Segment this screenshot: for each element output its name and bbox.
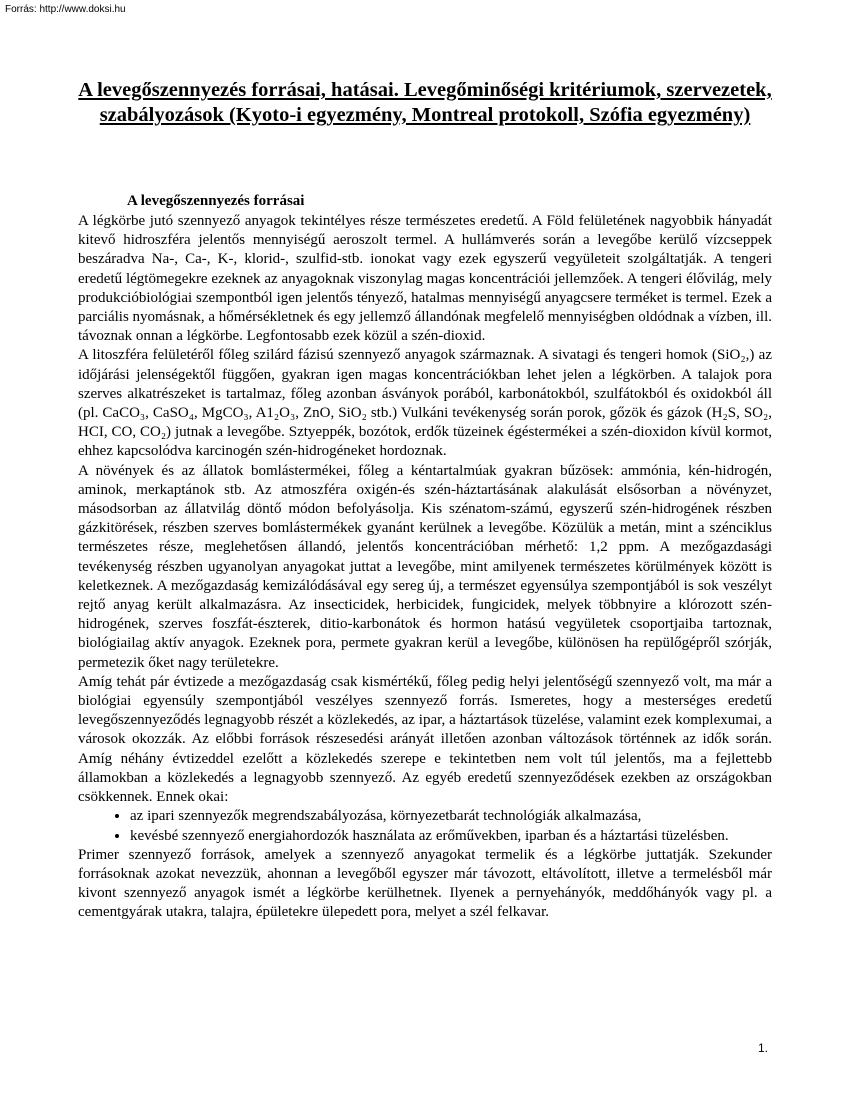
list-item: • kevésbé szennyező energiahordozók használata az erőművekben, iparban és a háztartási tüzelésben. bbox=[130, 827, 772, 846]
document-title: A levegőszennyezés forrásai, hatásai. Levegőminőségi kritériumok, szervezetek, szabályozások (Kyoto-i egyezmény, Montreal protokoll, Szófia egyezmény) bbox=[78, 79, 772, 126]
page-number: 1. bbox=[758, 1041, 769, 1055]
paragraph-hydrosphere: A légkörbe jutó szennyező anyagok tekintélyes része természetes eredetű. A Föld felületének nagyobbik hányadát kitevő hidroszféra jelentős mennyiségű aeroszolt termel. A hullámverés során a levegőbe kerülő vízcseppek beszáradva Na-, Ca-, K-, klorid-, szulfid-stb. ionokat vagy ezek egyszerű vegyületeit szolgáltatják. A tengeri eredetű légtömegekre ezeknek az anyagoknak viszonylag magas koncentrációi jellemzőek. A tengeri élővilág, mely produkcióbiológiai szempontból igen jelentős tényező, hatalmas mennyiségű anyagcsere terméket is termel. Ezek a parciális nyomásnak, a hőmérsékletnek és egy jellemző állandónak megfelelő mennyiségben oldódnak a vízben, ill. távoznak onnan a légkörbe. Legfontosabb ezek közül a szén-dioxid. bbox=[78, 213, 772, 345]
section-heading: A levegőszennyezés forrásai bbox=[127, 193, 305, 209]
reasons-list bbox=[78, 807, 772, 845]
list-item: • az ipari szennyezők megrendszabályozása, környezetbarát technológiák alkalmazása, bbox=[130, 807, 772, 826]
paragraph-anthropogenic: Amíg tehát pár évtizede a mezőgazdaság csak kismértékű, főleg pedig helyi jelentőségű szennyező volt, ma már a biológiai egyensúly szempontjából veszélyes szennyező forrás. Ismeretes, hogy a mesterséges eredetű levegőszennyeződés legnagyobb részét a közlekedés, az ipar, a háztartások tüzelése, valamint ezek komplexumai, a városok okozzák. Az előbbi források részesedési arányát illetően azonban változások történnek az idők során. Amíg néhány évtizeddel ezelőtt a közlekedés szerepe e tekintetben nem volt túl jelentős, ma a fejlettebb államokban a közlekedés a legnagyobb szennyező. Az egyéb eredetű szennyeződések ezekben az országokban csökkennek. Ennek okai: bbox=[78, 673, 772, 806]
paragraph-primary-secondary-sources: Primer szennyező források, amelyek a szennyező anyagokat termelik és a légkörbe juttatják. Szekunder forrásoknak azokat nevezzük, ahonnan a levegőből egyszer már távozott, eltávolított, illetve a termelésből már kivont szennyező anyagok ismét a légkörbe kerülhetnek. Ilyenek a pernyehányók, meddőhányók vagy pl. a cementgyárak utakra, talajra, épületekre ülepedett pora, melyet a szél felkavar. bbox=[78, 846, 772, 921]
paragraph-biosphere: A növények és az állatok bomlástermékei, főleg a kéntartalmúak gyakran bűzösek: ammónia, kén-hidrogén, aminok, merkaptánok stb. Az atmoszféra oxigén-és szén-háztartásának alakulását elsősorban a növényzet, másodsorban az állatvilág döntő módon befolyásolja. Kis szénatom-számú, egyszerű szén-hidrogének részben gázkitörések, részben szerves bomlástermékek gyanánt kerülnek a levegőbe. Közülük a metán, mint a szénciklus természetes része, meglehetősen állandó, jelentős koncentrációban mérhető: 1,2 ppm. A mezőgazdasági tevékenység részben ugyanolyan anyagokat juttat a levegőbe, mint amilyenek természetes körülmények között is keletkeznek. A mezőgazdaság kemizálódásával egy sereg új, a természet egyensúlya szempontjából is sok veszélyt rejtő anyag került alkalmazásra. Az insecticidek, herbicidek, fungicidek, melyek többnyire a klórozott szén-hidrogének, szerves foszfát-észterek, ditio-karbonátok és hormon hatású vegyületek csoportjaiba tartoznak, biológiailag aktív anyagok. Ezeknek pora, permete gyakran kerül a levegőbe, különösen ha repülőgépről szórják, permetezik őket nagy területekre. bbox=[78, 462, 772, 671]
paragraph-lithosphere: A litoszféra felületéről főleg szilárd fázisú szennyező anyagok származnak. A sivatagi és tengeri homok (SiO₂,) az időjárási jelenségektől függően, gyakran igen magas koncentrációkban lehet jelen a légkörben. A talajok pora szerves alkatrészeket is tartalmaz, főleg azonban ásványok porából, karbonátokból, szulfátokból és oxidokból áll (pl. CaCO₃, CaSO₄, MgCO₃, A1₂O₃, ZnO, SiO₂ stb.) Vulkáni tevékenység során porok, gőzök és gázok (H₂S, SO₂, HCI, CO, CO₂) jutnak a levegőbe. Sztyeppék, bozótok, erdők tüzeinek égéstermékei a szén-dioxidon kívül kormot, ehhez kapcsolódva karcinogén szén-hidrogéneket hordoznak. bbox=[78, 347, 772, 460]
source-url-label: Forrás: http://www.doksi.hu bbox=[5, 4, 126, 15]
document-body bbox=[78, 212, 772, 923]
